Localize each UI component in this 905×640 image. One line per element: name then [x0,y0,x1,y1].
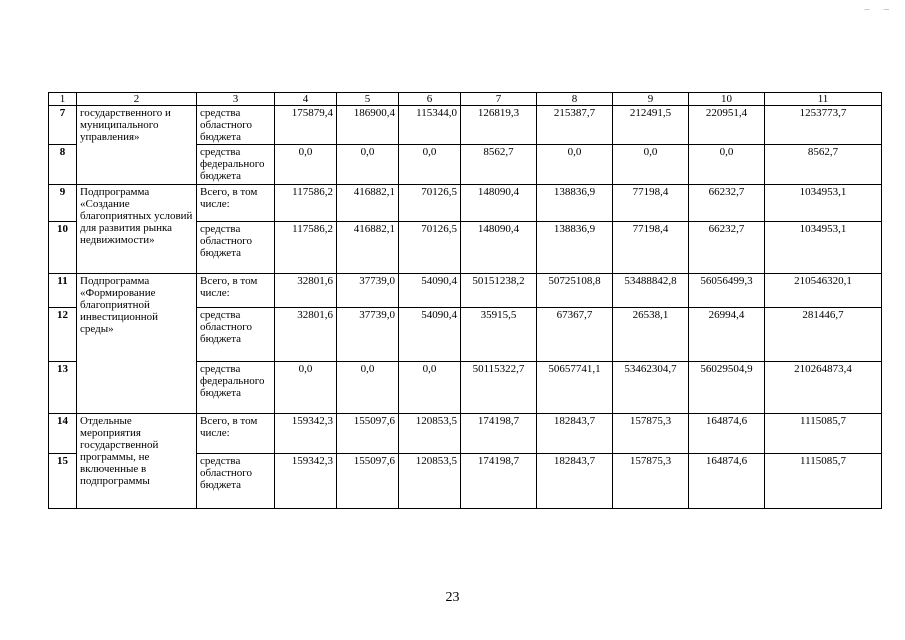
value-cell: 0,0 [689,145,765,185]
row-description: Отдельные мероприятия государственной программы, не включенные в подпрограммы [77,414,197,509]
value-cell: 32801,6 [275,274,337,308]
row-number: 15 [49,454,77,509]
funding-source: Всего, в том числе: [197,414,275,454]
value-cell: 126819,3 [461,106,537,145]
value-cell: 37739,0 [337,274,399,308]
value-cell: 70126,5 [399,185,461,222]
value-cell: 8562,7 [765,145,882,185]
funding-source: Всего, в том числе: [197,274,275,308]
value-cell: 186900,4 [337,106,399,145]
value-cell: 50725108,8 [537,274,613,308]
header-row [49,93,882,106]
value-cell: 175879,4 [275,106,337,145]
funding-source: Всего, в том числе: [197,185,275,222]
value-cell: 210264873,4 [765,362,882,414]
value-cell: 56029504,9 [689,362,765,414]
value-cell: 148090,4 [461,185,537,222]
header-cell: 11 [765,93,882,106]
value-cell: 0,0 [275,362,337,414]
value-cell: 182843,7 [537,454,613,509]
value-cell: 54090,4 [399,274,461,308]
value-cell: 174198,7 [461,414,537,454]
value-cell: 120853,5 [399,454,461,509]
value-cell: 26994,4 [689,308,765,362]
funding-source: средства федерального бюджета [197,362,275,414]
value-cell: 1253773,7 [765,106,882,145]
value-cell: 50115322,7 [461,362,537,414]
funding-source: средства федерального бюджета [197,145,275,185]
value-cell: 0,0 [537,145,613,185]
value-cell: 0,0 [337,145,399,185]
header-cell: 4 [275,93,337,106]
value-cell: 416882,1 [337,222,399,274]
value-cell: 32801,6 [275,308,337,362]
table-row [49,414,882,454]
value-cell: 174198,7 [461,454,537,509]
value-cell: 1034953,1 [765,222,882,274]
value-cell: 138836,9 [537,222,613,274]
value-cell: 220951,4 [689,106,765,145]
value-cell: 0,0 [337,362,399,414]
value-cell: 53488842,8 [613,274,689,308]
value-cell: 53462304,7 [613,362,689,414]
value-cell: 182843,7 [537,414,613,454]
value-cell: 155097,6 [337,414,399,454]
header-cell: 3 [197,93,275,106]
value-cell: 416882,1 [337,185,399,222]
value-cell: 120853,5 [399,414,461,454]
value-cell: 164874,6 [689,454,765,509]
value-cell: 159342,3 [275,414,337,454]
funding-source: средства областного бюджета [197,308,275,362]
header-cell: 9 [613,93,689,106]
row-number: 12 [49,308,77,362]
value-cell: 50151238,2 [461,274,537,308]
value-cell: 50657741,1 [537,362,613,414]
value-cell: 117586,2 [275,222,337,274]
value-cell: 67367,7 [537,308,613,362]
row-number: 10 [49,222,77,274]
value-cell: 157875,3 [613,454,689,509]
value-cell: 164874,6 [689,414,765,454]
row-description: государственного и муниципального управления» [77,106,197,185]
row-number: 14 [49,414,77,454]
value-cell: 66232,7 [689,185,765,222]
value-cell: 77198,4 [613,185,689,222]
value-cell: 66232,7 [689,222,765,274]
value-cell: 0,0 [399,145,461,185]
value-cell: 210546320,1 [765,274,882,308]
funding-source: средства областного бюджета [197,106,275,145]
value-cell: 56056499,3 [689,274,765,308]
value-cell: 281446,7 [765,308,882,362]
value-cell: 1034953,1 [765,185,882,222]
table-row [49,185,882,222]
row-number: 13 [49,362,77,414]
value-cell: 212491,5 [613,106,689,145]
table-row [49,274,882,308]
value-cell: 215387,7 [537,106,613,145]
value-cell: 0,0 [399,362,461,414]
value-cell: 157875,3 [613,414,689,454]
value-cell: 70126,5 [399,222,461,274]
row-description: Подпрограмма «Формирование благоприятной инвестиционной среды» [77,274,197,414]
value-cell: 8562,7 [461,145,537,185]
value-cell: 54090,4 [399,308,461,362]
value-cell: 0,0 [275,145,337,185]
value-cell: 1115085,7 [765,414,882,454]
value-cell: 1115085,7 [765,454,882,509]
row-description: Подпрограмма «Создание благоприятных условий для развития рынка недвижимости» [77,185,197,274]
header-cell: 8 [537,93,613,106]
value-cell: 77198,4 [613,222,689,274]
header-cell: 5 [337,93,399,106]
header-cell: 10 [689,93,765,106]
value-cell: 0,0 [613,145,689,185]
row-number: 7 [49,106,77,145]
value-cell: 26538,1 [613,308,689,362]
row-number: 8 [49,145,77,185]
value-cell: 159342,3 [275,454,337,509]
value-cell: 115344,0 [399,106,461,145]
budget-table [48,92,882,509]
value-cell: 148090,4 [461,222,537,274]
row-number: 11 [49,274,77,308]
row-number: 9 [49,185,77,222]
value-cell: 138836,9 [537,185,613,222]
value-cell: 155097,6 [337,454,399,509]
header-cell: 2 [77,93,197,106]
header-cell: 1 [49,93,77,106]
funding-source: средства областного бюджета [197,454,275,509]
value-cell: 117586,2 [275,185,337,222]
value-cell: 35915,5 [461,308,537,362]
page-number: 23 [445,590,460,605]
header-cell: 7 [461,93,537,106]
header-cell: 6 [399,93,461,106]
funding-source: средства областного бюджета [197,222,275,274]
value-cell: 37739,0 [337,308,399,362]
table-row [49,106,882,145]
corner-mark: _ _ [864,0,895,11]
